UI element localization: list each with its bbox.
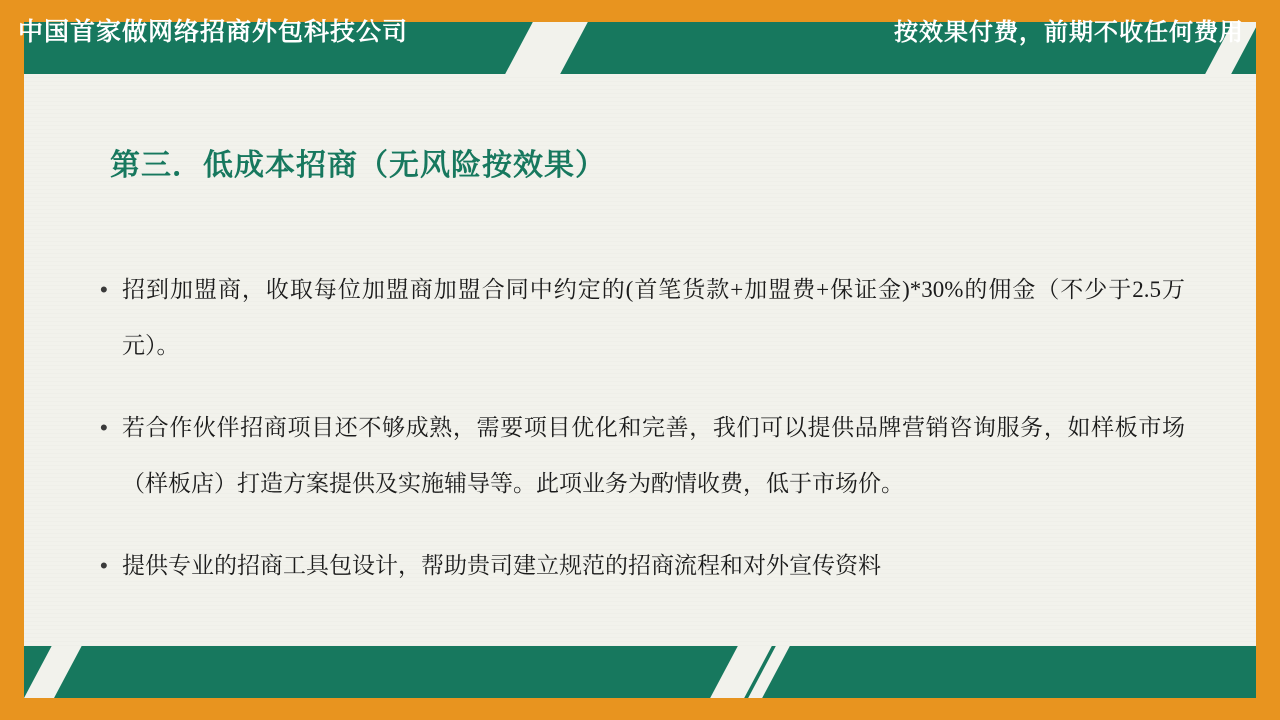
page-title: 第三．低成本招商（无风险按效果） — [110, 149, 606, 182]
list-item-text: 提供专业的招商工具包设计，帮助贵司建立规范的招商流程和对外宣传资料 — [122, 553, 881, 578]
list-item-text: 若合作伙伴招商项目还不够成熟，需要项目优化和完善，我们可以提供品牌营销咨询服务，如样板市场（样板店）打造方案提供及实施辅导等。此项业务为酌情收费，低于市场价。 — [122, 415, 1185, 496]
bullet-icon: • — [100, 415, 108, 440]
footer-notch-left — [24, 646, 82, 698]
bullet-list — [100, 262, 1185, 620]
footer-band — [24, 646, 1256, 698]
bullet-icon: • — [100, 553, 108, 578]
list-item — [100, 400, 1185, 512]
footer-title: 按效果付费，前期不收任何费用 — [894, 19, 1244, 46]
list-item-text: 招到加盟商，收取每位加盟商加盟合同中约定的(首笔货款+加盟费+保证金)*30%的佣金（不少于2.5万元）。 — [122, 277, 1185, 358]
list-item — [100, 262, 1185, 374]
bullet-icon: • — [100, 277, 108, 302]
list-item — [100, 538, 1185, 594]
header-title: 中国首家做网络招商外包科技公司 — [18, 18, 409, 46]
